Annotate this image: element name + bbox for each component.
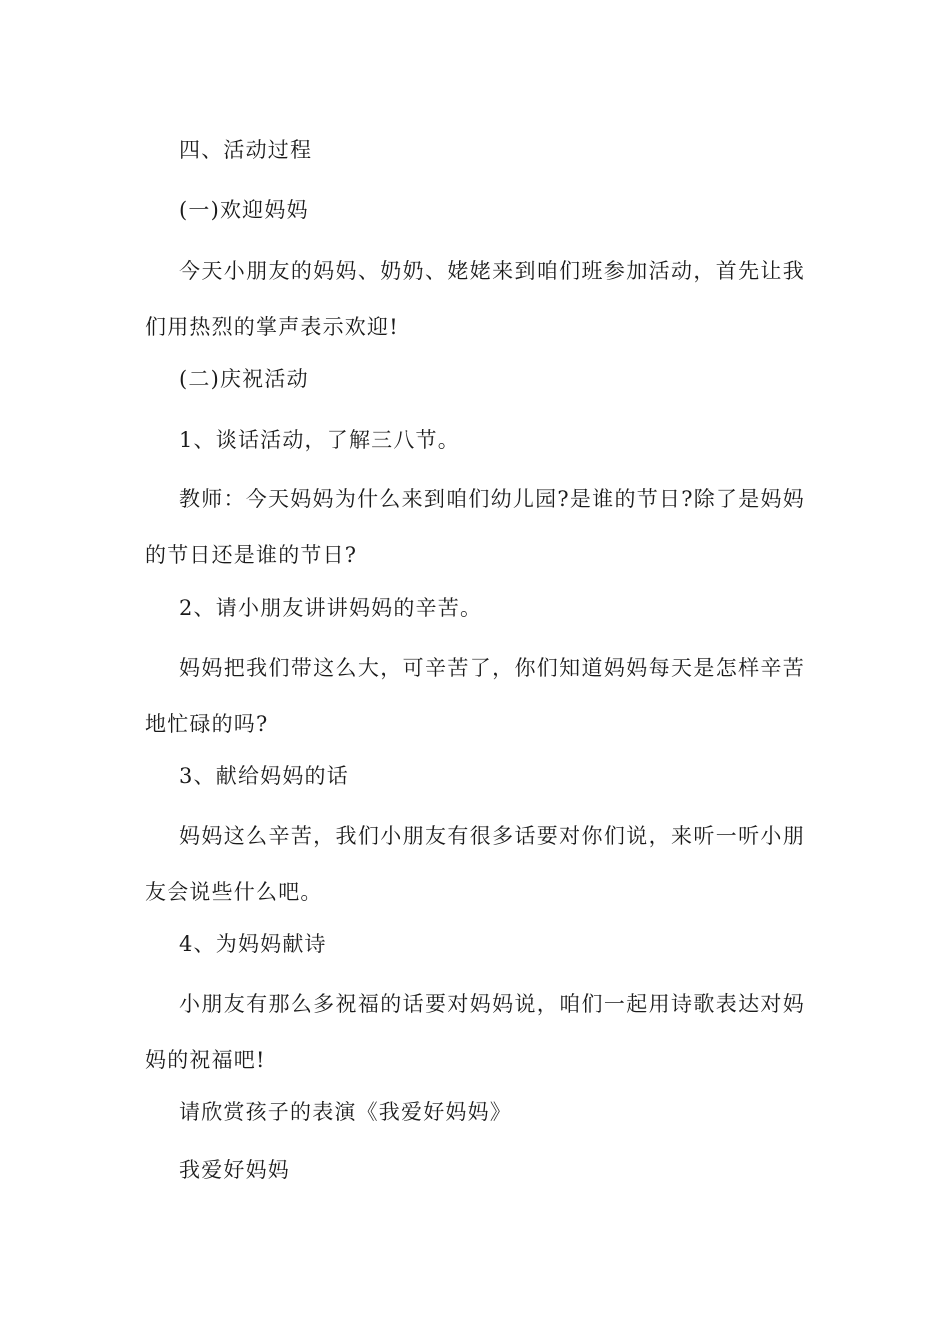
paragraph-teacher-question: 教师：今天妈妈为什么来到咱们幼儿园?是谁的节日?除了是妈妈的节日还是谁的节日? xyxy=(145,487,805,567)
section-heading-activity-process: 四、活动过程 xyxy=(179,138,313,162)
subheading-celebration: (二)庆祝活动 xyxy=(179,367,309,391)
paragraph-performance-intro: 请欣赏孩子的表演《我爱好妈妈》 xyxy=(179,1100,512,1124)
poem-title: 我爱好妈妈 xyxy=(179,1158,290,1182)
paragraph-poem-blessing: 小朋友有那么多祝福的话要对妈妈说，咱们一起用诗歌表达对妈妈的祝福吧! xyxy=(145,992,805,1072)
paragraph-words-for-mother: 妈妈这么辛苦，我们小朋友有很多话要对你们说，来听一听小朋友会说些什么吧。 xyxy=(145,824,805,904)
item-4-poem-for-mother: 4、为妈妈献诗 xyxy=(179,932,327,956)
item-1-talk-activity: 1、谈话活动，了解三八节。 xyxy=(179,428,460,452)
paragraph-welcome: 今天小朋友的妈妈、奶奶、姥姥来到咱们班参加活动，首先让我们用热烈的掌声表示欢迎! xyxy=(145,259,805,339)
item-3-words-for-mother: 3、献给妈妈的话 xyxy=(179,764,349,788)
item-2-mothers-hardship: 2、请小朋友讲讲妈妈的辛苦。 xyxy=(179,596,483,620)
paragraph-mothers-hardship: 妈妈把我们带这么大，可辛苦了，你们知道妈妈每天是怎样辛苦地忙碌的吗? xyxy=(145,656,805,736)
subheading-welcome-mothers: (一)欢迎妈妈 xyxy=(179,198,309,222)
